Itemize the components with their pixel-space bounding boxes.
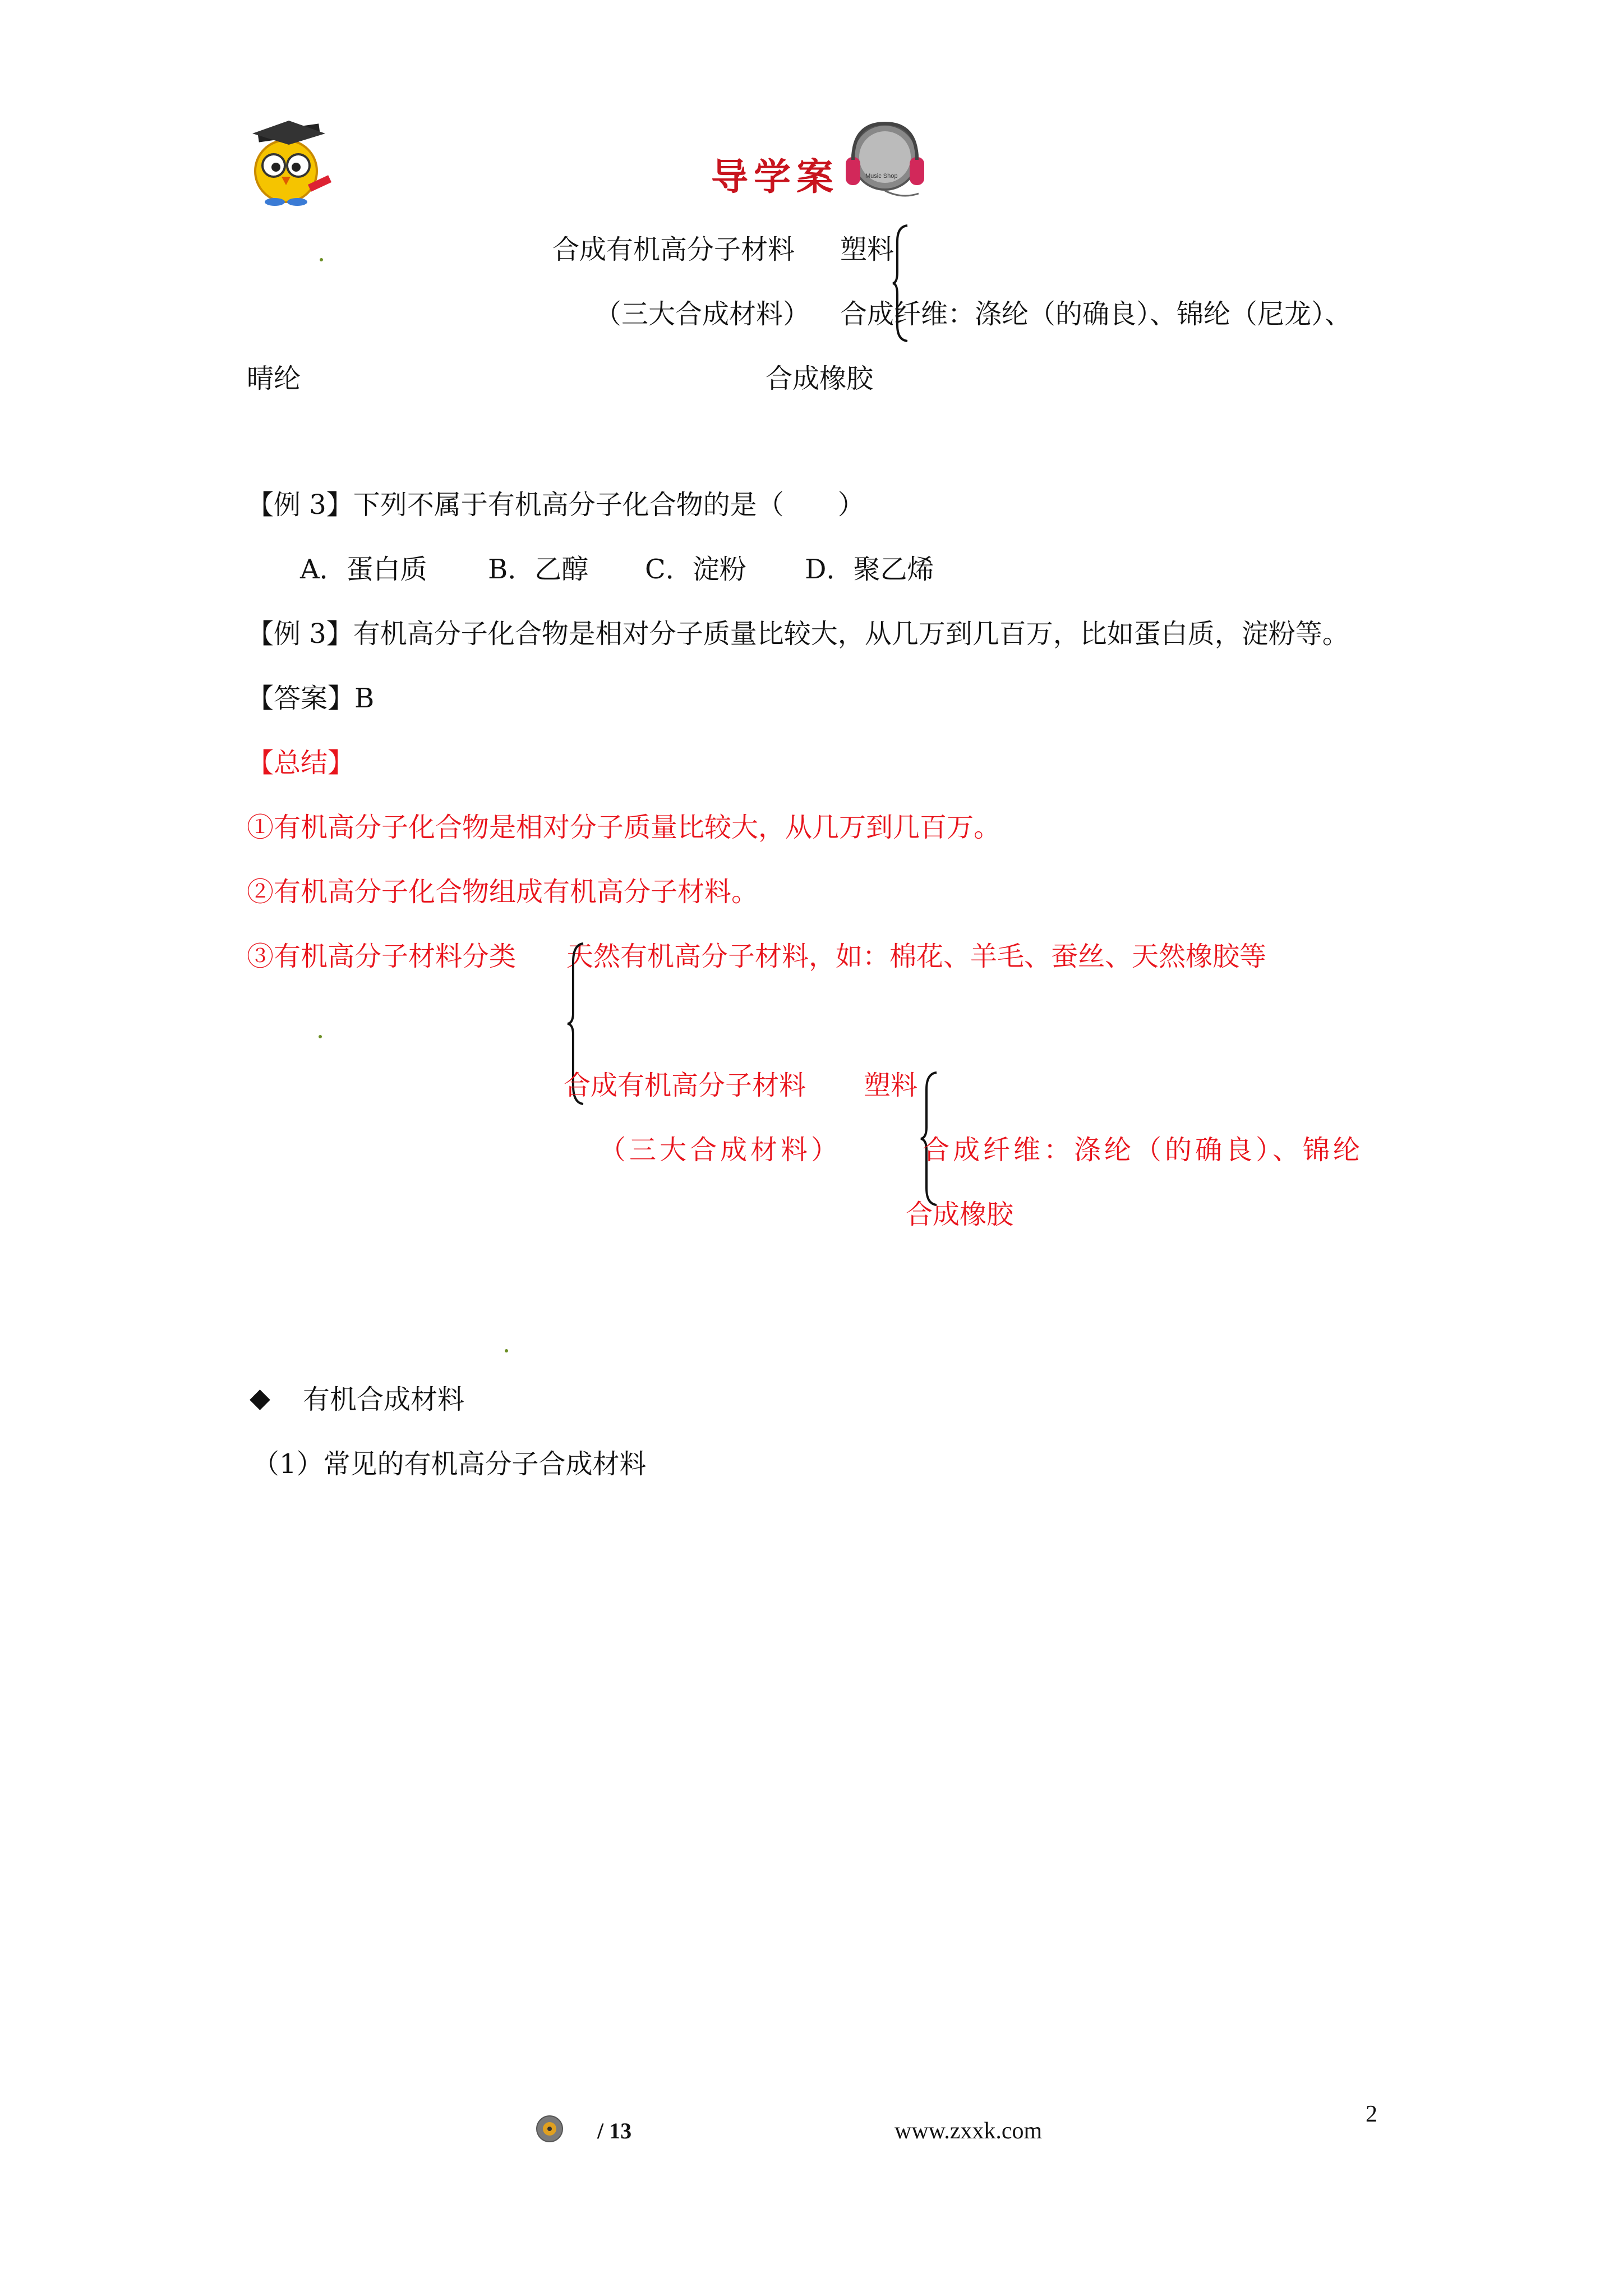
option-a: A．蛋白质 xyxy=(300,554,427,585)
synthetic-fibers-text: 合成纤维：涤纶（的确良）、锦纶（尼龙）、 xyxy=(840,298,1352,330)
option-d: D．聚乙烯 xyxy=(805,554,934,585)
summary-natural-materials: 天然有机高分子材料，如：棉花、羊毛、蚕丝、天然橡胶等 xyxy=(566,941,1267,972)
summary-plastics-label: 塑料 xyxy=(864,1070,918,1101)
page-total: / 13 xyxy=(597,2118,632,2143)
option-c: C．淀粉 xyxy=(645,554,746,585)
option-b: B．乙醇 xyxy=(488,554,589,585)
summary-heading: 【总结】 xyxy=(247,747,355,779)
page-number: 2 xyxy=(1366,2101,1377,2127)
site-url: www.zxxk.com xyxy=(895,2118,1043,2144)
section-title: 有机合成材料 xyxy=(303,1384,465,1415)
plastics-label: 塑料 xyxy=(840,234,895,265)
summary-synthetic-rubber: 合成橡胶 xyxy=(906,1199,1014,1230)
synthetic-rubber-label: 合成橡胶 xyxy=(766,363,874,394)
summary-three-major: （三大合成材料） xyxy=(599,1134,842,1166)
summary-synthetic-label: 合成有机高分子材料 xyxy=(564,1070,806,1101)
music-shop-logo-text: Music Shop xyxy=(865,173,898,180)
summary-point-3-label: ③有机高分子材料分类 xyxy=(247,941,517,972)
summary-point-1: ①有机高分子化合物是相对分子质量比较大，从几万到几百万。 xyxy=(247,812,1001,843)
decorative-dot xyxy=(505,1349,508,1352)
section-bullet: ◆ xyxy=(250,1382,270,1414)
page-header-title: 导学案 xyxy=(711,155,839,199)
synthetic-fibers-continued: 晴纶 xyxy=(247,363,301,394)
decorative-dot xyxy=(319,1035,322,1038)
scholar-owl-logo xyxy=(241,118,336,208)
decorative-dot xyxy=(320,258,323,261)
summary-synthetic-fibers: 合成纤维：涤纶（的确良）、锦纶 xyxy=(923,1134,1364,1166)
section-subtitle: （1）常见的有机高分子合成材料 xyxy=(252,1448,647,1480)
synthetic-material-label: 合成有机高分子材料 xyxy=(552,234,795,265)
example-analysis: 【例 3】有机高分子化合物是相对分子质量比较大，从几万到几百万，比如蛋白质，淀粉等。 xyxy=(247,618,1349,650)
music-shop-logo xyxy=(840,118,930,202)
summary-point-2: ②有机高分子化合物组成有机高分子材料。 xyxy=(247,876,759,908)
example-answer: 【答案】B xyxy=(247,683,375,714)
three-major-materials-label: （三大合成材料） xyxy=(594,298,810,330)
disc-icon xyxy=(536,2115,564,2143)
example-question: 【例 3】下列不属于有机高分子化合物的是（ ） xyxy=(247,489,865,521)
